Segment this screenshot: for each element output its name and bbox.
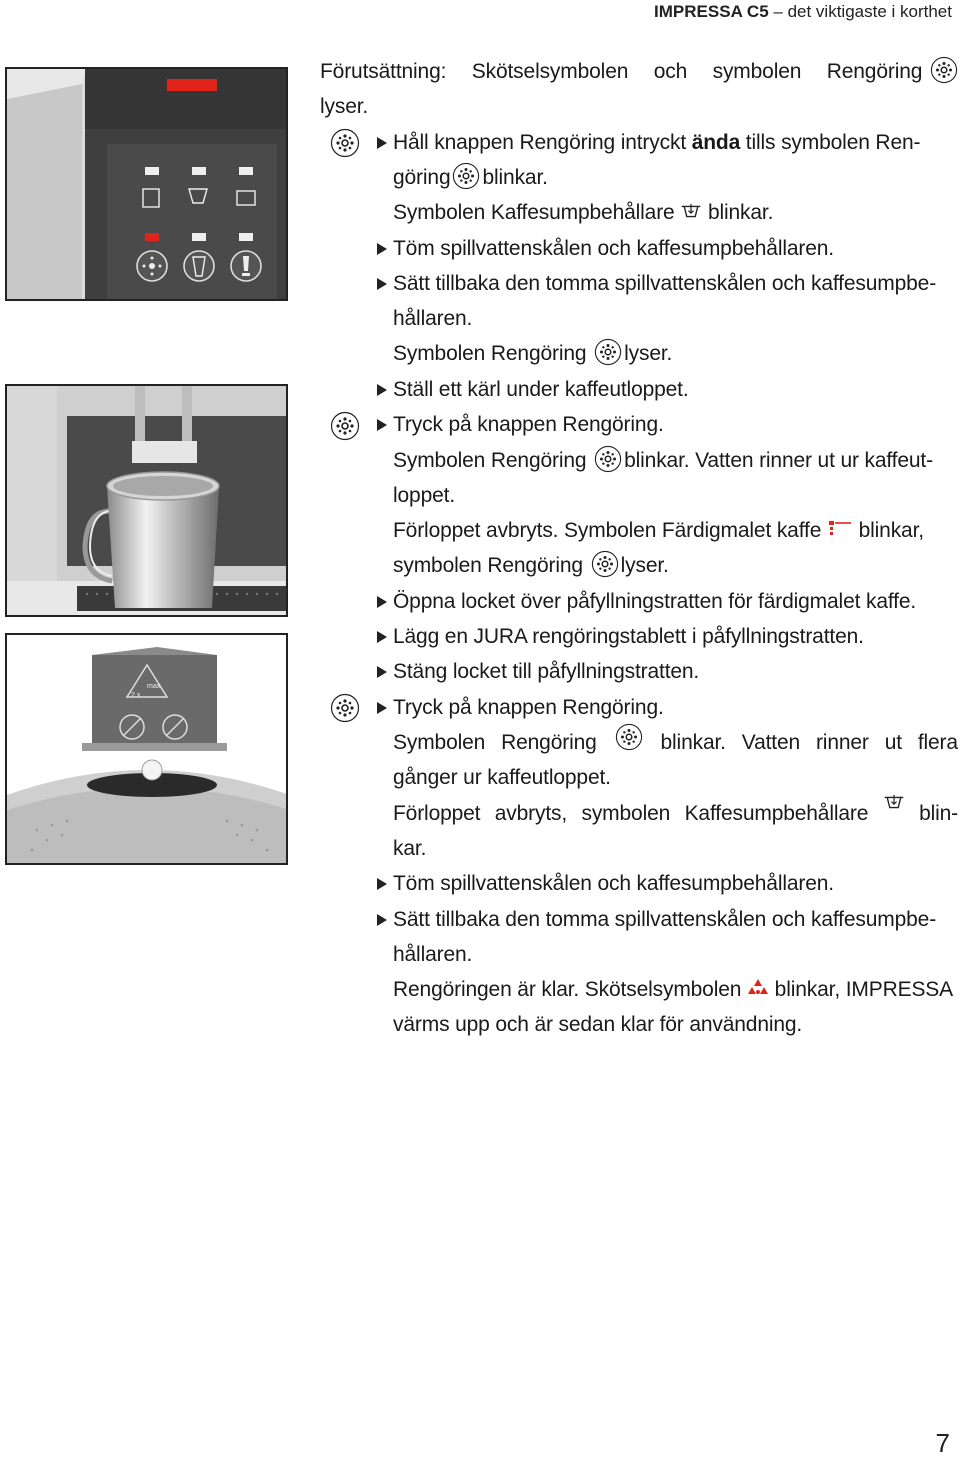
prerequisite-line [320,54,960,89]
bullet-arrow [377,384,387,396]
text-word: och [653,60,688,83]
clean-icon [930,56,958,84]
text-word: symbolen [712,60,802,83]
text-word: Förloppet [393,802,481,825]
text-line: kar. [393,837,427,860]
text-line [393,443,933,478]
step-line: Tryck på knappen Rengöring. [393,413,664,436]
text-span: tills symbolen Ren- [740,131,921,154]
text-line: hållaren. [393,307,473,330]
figure-container-under-spout [5,384,288,617]
text-line [393,336,672,371]
funnel-count-label: 2 x [131,692,141,699]
text-word: Rengöring [826,60,923,83]
page-number: 7 [935,1428,950,1458]
text-word: Rengöring [501,731,597,754]
text-span: Symbolen Kaffesumpbehållare [393,201,675,224]
text-line: hållaren. [393,943,473,966]
text-word: Kaffesumpbehållare [684,802,869,825]
step-line: Sätt tillbaka den tomma spillvattenskålen och kaffesumpbe- [393,908,937,931]
step-line: Lägg en JURA rengöringstablett i påfyllningstratten. [393,625,864,648]
text-word: Symbolen [393,731,486,754]
bullet-arrow [377,419,387,431]
bullet-arrow [377,596,387,608]
text-line [393,195,773,230]
text-span: Rengöringen är klar. Skötselsymbolen [393,978,742,1001]
text-span: blinkar. [482,166,548,189]
text-word: blin- [919,802,958,825]
text-span: göring [393,166,451,189]
bullet-arrow [377,631,387,643]
prereq-label: Förutsättning: [320,60,447,83]
step-line: Töm spillvattenskålen och kaffesumpbehållaren. [393,237,834,260]
step-line: Ställ ett kärl under kaffeutloppet. [393,378,689,401]
text-span: symbolen Rengöring [393,554,583,577]
text-span: Förloppet avbryts. Symbolen Färdigmalet kaffe [393,519,822,542]
step-line: Öppna locket över påfyllningstratten för färdigmalet kaffe. [393,590,917,613]
step-line: Sätt tillbaka den tomma spillvattenskålen och kaffesumpbe- [393,272,937,295]
text-word: avbryts, [494,802,568,825]
bullet-arrow [377,702,387,714]
text-word: ut [884,731,902,754]
clean-icon [594,338,622,366]
step-line: Stäng locket till påfyllningstratten. [393,660,700,683]
text-line [393,548,669,583]
bullet-arrow [377,666,387,678]
text-line: värms upp och är sedan klar för användning. [393,1013,803,1036]
header-subtitle: – det viktigaste i korthet [768,2,952,21]
step-line [393,125,920,160]
running-header [654,2,952,22]
text-line [393,513,924,548]
text-span: lyser. [620,554,669,577]
funnel-max-label: max. [147,683,163,690]
clean-icon [452,162,480,190]
clean-icon [330,411,360,441]
text-span: blinkar, [858,519,924,542]
text-span: lyser. [624,342,673,365]
step-line: Töm spillvattenskålen och kaffesumpbehållaren. [393,872,834,895]
clean-icon [594,445,622,473]
text-line-justified [393,796,958,831]
text-line: lyser. [320,95,369,118]
prereq-end [827,54,960,89]
text-span: blinkar. [707,201,774,224]
bullet-arrow [377,878,387,890]
clean-icon [330,693,360,723]
text-line-justified [393,725,958,760]
text-word: blinkar. [660,731,726,754]
grounds-container-icon [680,203,702,220]
text-line [393,160,548,195]
text-word: Skötselsymbolen [471,60,629,83]
maintenance-icon [747,978,769,998]
text-line: gånger ur kaffeutloppet. [393,766,611,789]
text-word: flera [917,731,958,754]
bullet-arrow [377,914,387,926]
clean-icon [330,128,360,158]
grounds-container-icon [883,794,905,811]
bullet-arrow [377,278,387,290]
clean-icon [615,723,643,751]
text-span: Symbolen Rengöring [393,449,587,472]
text-line [393,972,953,1007]
step-line: Tryck på knappen Rengöring. [393,696,664,719]
clean-icon [591,550,619,578]
text-line: loppet. [393,484,456,507]
text-word: symbolen [581,802,671,825]
figure-control-panel [5,67,288,301]
text-word: rinner [815,731,869,754]
bullet-arrow [377,137,387,149]
pre-ground-coffee-icon [827,519,853,539]
text-span: blinkar, IMPRESSA [774,978,954,1001]
figure-filling-funnel [5,633,288,865]
text-span: Håll knappen Rengöring intryckt [393,131,692,154]
emphasis-text: ända [691,131,741,154]
text-word: Vatten [741,731,801,754]
text-span: Symbolen Rengöring [393,342,587,365]
header-title: IMPRESSA C5 [654,2,769,21]
bullet-arrow [377,243,387,255]
text-span: blinkar. Vatten rinner ut ur kaffeut- [624,449,933,472]
